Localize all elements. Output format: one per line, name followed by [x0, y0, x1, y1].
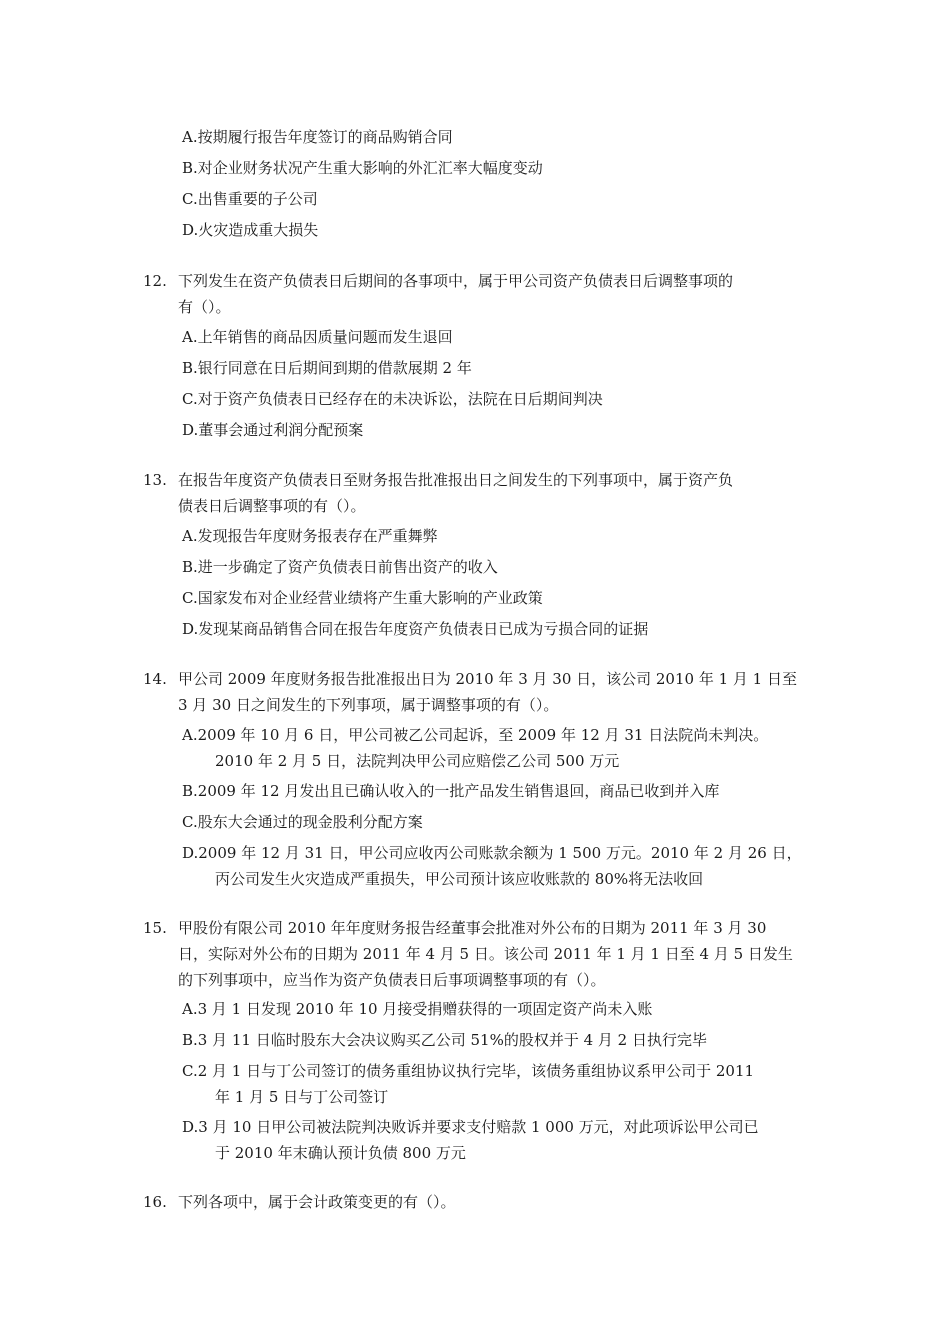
stem-line: 下列发生在资产负债表日后期间的各事项中，属于甲公司资产负债表日后调整事项的 — [178, 272, 734, 290]
option-line: 丙公司发生火灾造成严重损失，甲公司预计该应收账款的 80%将无法收回 — [215, 870, 704, 888]
prev-option-d: D.火灾造成重大损失 — [182, 221, 319, 239]
q13-option-c: C.国家发布对企业经营业绩将产生重大影响的产业政策 — [182, 589, 543, 607]
q12-option-d: D.董事会通过利润分配预案 — [182, 421, 364, 439]
stem-line: 债表日后调整事项的有（）。 — [178, 497, 366, 515]
q13-option-d: D.发现某商品销售合同在报告年度资产负债表日已成为亏损合同的证据 — [182, 620, 649, 638]
q13-option-b: B.进一步确定了资产负债表日前售出资产的收入 — [182, 558, 498, 576]
q14-option-d — [182, 840, 822, 892]
option-line: D.2009 年 12 月 31 日，甲公司应收丙公司账款余额为 1 500 万元。2010 年 2 月 26 日， — [182, 844, 802, 862]
q15-option-d — [182, 1114, 822, 1166]
stem-line: 下列各项中，属于会计政策变更的有（）。 — [178, 1193, 456, 1211]
option-line: A.2009 年 10 月 6 日，甲公司被乙公司起诉，至 2009 年 12 月 31 日法院尚未判决。 — [182, 726, 769, 744]
question-number: 14. — [143, 670, 167, 688]
question-stem — [178, 915, 808, 993]
q15-option-a: A.3 月 1 日发现 2010 年 10 月接受捐赠获得的一项固定资产尚未入账 — [182, 1000, 653, 1018]
q12-option-a: A.上年销售的商品因质量问题而发生退回 — [182, 328, 453, 346]
question-number: 16. — [143, 1193, 167, 1211]
option-line: 于 2010 年末确认预计负债 800 万元 — [215, 1144, 466, 1162]
question-stem — [178, 666, 808, 718]
stem-line: 的下列事项中，应当作为资产负债表日后事项调整事项的有（）。 — [178, 971, 606, 989]
question-number: 15. — [143, 919, 167, 937]
q12-option-b: B.银行同意在日后期间到期的借款展期 2 年 — [182, 359, 472, 377]
stem-line: 日，实际对外公布的日期为 2011 年 4 月 5 日。该公司 2011 年 1 月 1 日至 4 月 5 日发生 — [178, 945, 793, 963]
q12-option-c: C.对于资产负债表日已经存在的未决诉讼，法院在日后期间判决 — [182, 390, 603, 408]
question-stem — [178, 467, 808, 519]
stem-line: 甲股份有限公司 2010 年年度财务报告经董事会批准对外公布的日期为 2011 年 3 月 30 — [178, 919, 767, 937]
q15-option-b: B.3 月 11 日临时股东大会决议购买乙公司 51%的股权并于 4 月 2 日执行完毕 — [182, 1031, 707, 1049]
stem-line: 甲公司 2009 年度财务报告批准报出日为 2010 年 3 月 30 日，该公司 2010 年 1 月 1 日至 — [178, 670, 797, 688]
prev-option-b: B.对企业财务状况产生重大影响的外汇汇率大幅度变动 — [182, 159, 543, 177]
prev-option-a: A.按期履行报告年度签订的商品购销合同 — [182, 128, 453, 146]
stem-line: 在报告年度资产负债表日至财务报告批准报出日之间发生的下列事项中，属于资产负 — [178, 471, 734, 489]
q14-option-a — [182, 722, 822, 774]
question-stem — [178, 1189, 808, 1215]
prev-option-c: C.出售重要的子公司 — [182, 190, 318, 208]
question-number: 12. — [143, 272, 167, 290]
stem-line: 有（）。 — [178, 298, 231, 316]
question-stem — [178, 268, 808, 320]
option-line: C.2 月 1 日与丁公司签订的债务重组协议执行完毕，该债务重组协议系甲公司于 2011 — [182, 1062, 755, 1080]
option-line: 2010 年 2 月 5 日，法院判决甲公司应赔偿乙公司 500 万元 — [215, 752, 620, 770]
option-line: D.3 月 10 日甲公司被法院判决败诉并要求支付赔款 1 000 万元，对此项诉讼甲公司已 — [182, 1118, 759, 1136]
q14-option-b: B.2009 年 12 月发出且已确认收入的一批产品发生销售退回，商品已收到并入库 — [182, 782, 720, 800]
stem-line: 3 月 30 日之间发生的下列事项，属于调整事项的有（）。 — [178, 696, 559, 714]
option-line: 年 1 月 5 日与丁公司签订 — [215, 1088, 389, 1106]
question-number: 13. — [143, 471, 167, 489]
q13-option-a: A.发现报告年度财务报表存在严重舞弊 — [182, 527, 438, 545]
q15-option-c — [182, 1058, 822, 1110]
q14-option-c: C.股东大会通过的现金股利分配方案 — [182, 813, 423, 831]
